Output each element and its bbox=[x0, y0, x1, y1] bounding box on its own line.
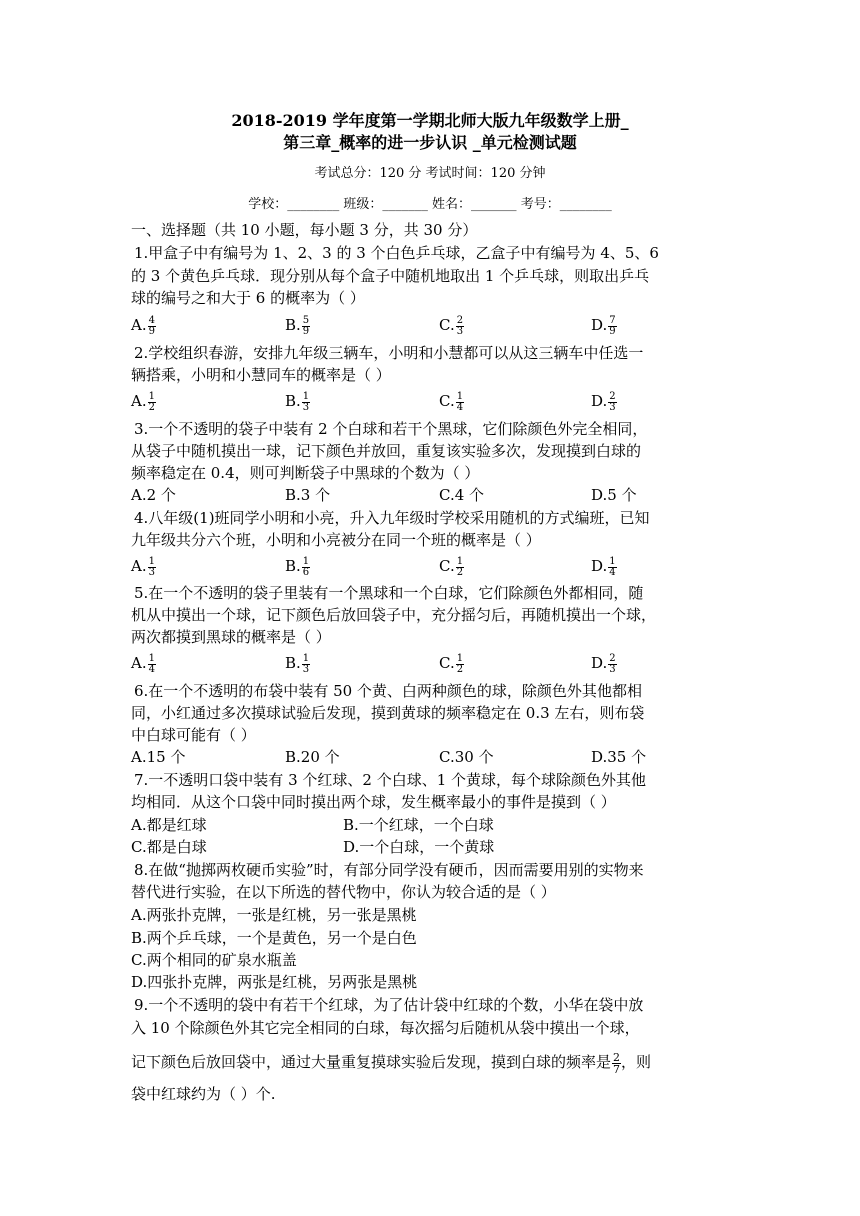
q9-line4: 袋中红球约为（ ）个. bbox=[131, 1085, 276, 1103]
q3-option-c: C.4 个 bbox=[439, 486, 485, 504]
q3-option-b: B.3 个 bbox=[285, 486, 331, 504]
q7-option-d: D.一个白球，一个黄球 bbox=[343, 838, 495, 856]
q1-option-a: A. $\frac{4}{9}$ bbox=[131, 314, 155, 337]
exam-title-line1: 2018-2019 学年度第一学期北师大版九年级数学上册_ bbox=[231, 111, 629, 130]
q4-option-c: C. $\frac{1}{2}$ bbox=[439, 555, 464, 578]
q8-option-a: A.两张扑克牌，一张是红桃，另一张是黑桃 bbox=[131, 906, 417, 924]
q2-line1: 2.学校组织春游，安排九年级三辆车，小明和小慧都可以从这三辆车中任选一 bbox=[134, 344, 644, 362]
q3-line3: 频率稳定在 0.4，则可判断袋子中黑球的个数为（ ） bbox=[131, 464, 480, 482]
exam-info: 考试总分：120 分 考试时间：120 分钟 bbox=[314, 166, 546, 181]
q8-option-b: B.两个乒乓球，一个是黄色，另一个是白色 bbox=[131, 929, 417, 947]
section-heading: 一、选择题（共 10 小题，每小题 3 分，共 30 分） bbox=[131, 221, 478, 239]
q7-option-a: A.都是红球 bbox=[131, 816, 207, 834]
q1-option-d: D. $\frac{7}{9}$ bbox=[591, 314, 616, 337]
q6-line1: 6.在一个不透明的布袋中装有 50 个黄、白两种颜色的球，除颜色外其他都相 bbox=[134, 682, 642, 700]
q2-option-b: B. $\frac{1}{3}$ bbox=[285, 390, 310, 413]
student-info: 学校：________ 班级：_______ 姓名：_______ 考号：________ bbox=[248, 197, 612, 212]
q5-option-b: B. $\frac{1}{3}$ bbox=[285, 652, 310, 675]
q6-option-c: C.30 个 bbox=[439, 748, 494, 766]
exam-title-line2: 第三章_概率的进一步认识 _单元检测试题 bbox=[283, 133, 577, 152]
q3-option-a: A.2 个 bbox=[131, 486, 176, 504]
q2-option-a: A. $\frac{1}{2}$ bbox=[131, 390, 155, 413]
q4-line2: 九年级共分六个班，小明和小亮被分在同一个班的概率是（ ） bbox=[131, 531, 541, 549]
q6-option-d: D.35 个 bbox=[591, 748, 647, 766]
q7-line1: 7.一不透明口袋中装有 3 个红球、2 个白球、1 个黄球，每个球除颜色外其他 bbox=[134, 771, 647, 789]
q8-option-c: C.两个相同的矿泉水瓶盖 bbox=[131, 951, 297, 969]
q8-line1: 8.在做“抛掷两枚硬币实验”时，有部分同学没有硬币，因而需要用别的实物来 bbox=[134, 861, 644, 879]
q4-option-d: D. $\frac{1}{4}$ bbox=[591, 555, 616, 578]
q9-line3: 记下颜色后放回袋中，通过大量重复摸球实验后发现，摸到白球的频率是 $\frac{2}{7}$ ，则 bbox=[131, 1050, 652, 1076]
q5-line3: 两次都摸到黑球的概率是（ ） bbox=[131, 628, 331, 646]
q6-line3: 中白球可能有（ ） bbox=[131, 726, 256, 744]
q6-line2: 同，小红通过多次摸球试验后发现，摸到黄球的频率稳定在 0.3 左右，则布袋 bbox=[131, 704, 645, 722]
q2-option-d: D. $\frac{2}{3}$ bbox=[591, 390, 616, 413]
q5-line2: 机从中摸出一个球，记下颜色后放回袋子中，充分摇匀后，再随机摸出一个球， bbox=[131, 606, 657, 624]
q8-line2: 替代进行实验，在以下所选的替代物中，你认为较合适的是（ ） bbox=[131, 883, 556, 901]
q5-option-c: C. $\frac{1}{2}$ bbox=[439, 652, 464, 675]
q5-option-d: D. $\frac{2}{3}$ bbox=[591, 652, 616, 675]
q1-line2: 的 3 个黄色乒乓球．现分别从每个盒子中随机地取出 1 个乒乓球，则取出乒乓 bbox=[131, 267, 650, 285]
q7-option-b: B.一个红球，一个白球 bbox=[343, 816, 494, 834]
q1-line1: 1.甲盒子中有编号为 1、2、3 的 3 个白色乒乓球，乙盒子中有编号为 4、5、6 bbox=[134, 244, 659, 262]
q1-option-c: C. $\frac{2}{3}$ bbox=[439, 314, 464, 337]
q4-option-b: B. $\frac{1}{6}$ bbox=[285, 555, 310, 578]
q2-line2: 辆搭乘，小明和小慧同车的概率是（ ） bbox=[131, 366, 391, 384]
q3-option-d: D.5 个 bbox=[591, 486, 637, 504]
q7-line2: 均相同．从这个口袋中同时摸出两个球，发生概率最小的事件是摸到（ ） bbox=[131, 793, 616, 811]
q4-option-a: A. $\frac{1}{3}$ bbox=[131, 555, 155, 578]
q9-line1: 9.一个不透明的袋中有若干个红球，为了估计袋中红球的个数，小华在袋中放 bbox=[134, 996, 644, 1014]
q4-line1: 4.八年级(1)班同学小明和小亮，升入九年级时学校采用随机的方式编班，已知 bbox=[134, 509, 650, 527]
q6-option-b: B.20 个 bbox=[285, 748, 340, 766]
q1-option-b: B. $\frac{5}{9}$ bbox=[285, 314, 310, 337]
q7-option-c: C.都是白球 bbox=[131, 838, 207, 856]
q5-line1: 5.在一个不透明的袋子里装有一个黑球和一个白球，它们除颜色外都相同，随 bbox=[134, 584, 644, 602]
q8-option-d: D.四张扑克牌，两张是红桃，另两张是黑桃 bbox=[131, 973, 418, 991]
q1-line3: 球的编号之和大于 6 的概率为（ ） bbox=[131, 289, 365, 307]
q6-option-a: A.15 个 bbox=[131, 748, 186, 766]
q5-option-a: A. $\frac{1}{4}$ bbox=[131, 652, 155, 675]
q3-line2: 从袋子中随机摸出一球，记下颜色并放回，重复该实验多次，发现摸到白球的 bbox=[131, 442, 642, 460]
q9-line2: 入 10 个除颜色外其它完全相同的白球，每次摇匀后随机从袋中摸出一个球， bbox=[131, 1019, 640, 1037]
q2-option-c: C. $\frac{1}{4}$ bbox=[439, 390, 464, 413]
q3-line1: 3.一个不透明的袋子中装有 2 个白球和若干个黑球，它们除颜色外完全相同， bbox=[134, 420, 648, 438]
